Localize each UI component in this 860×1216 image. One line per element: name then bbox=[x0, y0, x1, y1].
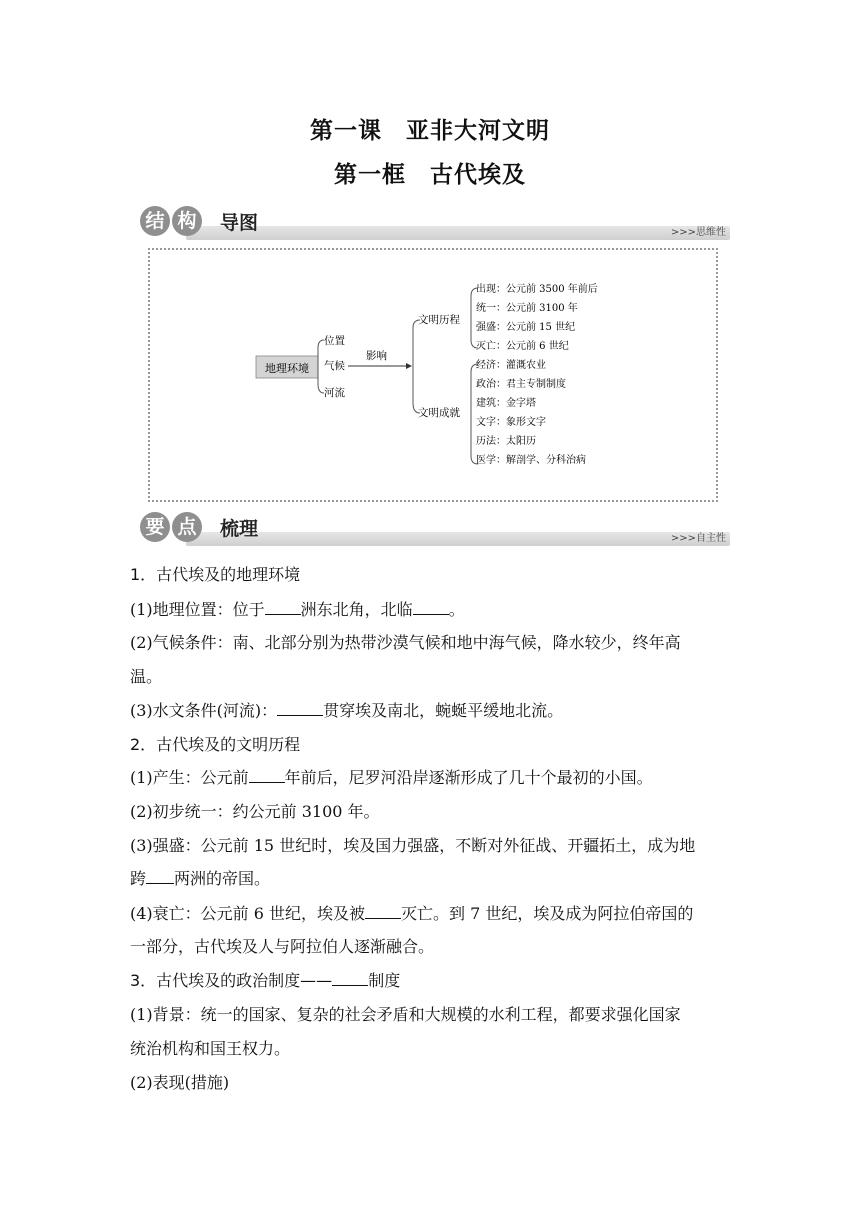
fill-blank bbox=[413, 600, 449, 615]
arrow-label: 影响 bbox=[366, 350, 387, 362]
text-span: 。 bbox=[448, 600, 465, 619]
arrow-head bbox=[406, 363, 412, 369]
heading-history: 2．古代埃及的文明历程 bbox=[130, 735, 301, 754]
history-item: 出现：公元前 3500 年前后 bbox=[476, 284, 598, 295]
factor-label: 位置 bbox=[324, 335, 345, 347]
section-tag: >>>思维性 bbox=[670, 227, 726, 238]
history-item: 强盛：公元前 15 世纪 bbox=[476, 322, 576, 333]
text-span: (3)水文条件(河流)： bbox=[130, 701, 278, 720]
text-span: (1)产生：公元前 bbox=[130, 768, 249, 787]
fill-blank bbox=[277, 701, 323, 716]
frame-title: 第一框 古代埃及 bbox=[334, 162, 526, 188]
paragraph bbox=[130, 901, 730, 924]
section-label: 导图 bbox=[220, 212, 259, 234]
paragraph: (3)强盛：公元前 15 世纪时，埃及国力强盛，不断对外征战、开疆拓土，成为地 bbox=[130, 836, 696, 855]
heading-politics bbox=[130, 968, 730, 991]
paragraph: (1)背景：统一的国家、复杂的社会矛盾和大规模的水利工程，都要求强化国家 bbox=[130, 1005, 681, 1024]
text-span: 3．古代埃及的政治制度—— bbox=[130, 971, 333, 990]
section-label: 梳理 bbox=[220, 518, 259, 540]
header-bar bbox=[186, 226, 730, 240]
text-span: 两洲的帝国。 bbox=[174, 869, 271, 888]
history-bracket bbox=[471, 288, 478, 348]
fill-blank bbox=[265, 600, 301, 615]
badge-char: 要 bbox=[140, 512, 170, 542]
achievement-item: 文字：象形文字 bbox=[476, 417, 546, 428]
header-bar bbox=[186, 532, 730, 546]
paragraph bbox=[130, 866, 730, 889]
badge-char: 构 bbox=[172, 206, 202, 236]
text-span: 年前后，尼罗河沿岸逐渐形成了几十个最初的小国。 bbox=[284, 768, 653, 787]
factor-label: 气候 bbox=[324, 360, 345, 372]
section-badge bbox=[140, 512, 202, 542]
text-span: 跨 bbox=[130, 869, 147, 888]
mindmap-diagram bbox=[148, 248, 718, 502]
heading-geography: 1．古代埃及的地理环境 bbox=[130, 565, 301, 584]
branch-label: 文明成就 bbox=[418, 407, 460, 419]
paragraph: (2)表现(措施) bbox=[130, 1073, 230, 1092]
achievement-item: 政治：君主专制制度 bbox=[476, 379, 566, 390]
key-points-header bbox=[136, 510, 730, 554]
text-span: (4)衰亡：公元前 6 世纪，埃及被 bbox=[130, 904, 366, 923]
fill-blank bbox=[249, 768, 285, 783]
text-span: (1)地理位置：位于 bbox=[130, 600, 265, 619]
achievement-item: 历法：太阳历 bbox=[476, 436, 536, 447]
text-span: 灭亡。到 7 世纪，埃及成为阿拉伯帝国的 bbox=[401, 904, 694, 923]
achievement-item: 医学：解剖学、分科治病 bbox=[476, 455, 586, 466]
paragraph: (2)气候条件：南、北部分别为热带沙漠气候和地中海气候，降水较少，终年高 bbox=[130, 633, 681, 652]
fill-blank bbox=[146, 869, 174, 884]
section-badge bbox=[140, 206, 202, 236]
badge-char: 点 bbox=[172, 512, 202, 542]
achievement-item: 经济：灌溉农业 bbox=[476, 360, 546, 371]
paragraph bbox=[130, 698, 730, 721]
paragraph bbox=[130, 765, 730, 788]
section-tag: >>>自主性 bbox=[670, 533, 726, 544]
branch-bracket bbox=[413, 320, 420, 413]
factor-label: 河流 bbox=[324, 387, 345, 399]
badge-char: 结 bbox=[140, 206, 170, 236]
history-item: 灭亡：公元前 6 世纪 bbox=[476, 341, 569, 352]
paragraph: (2)初步统一：约公元前 3100 年。 bbox=[130, 802, 380, 821]
paragraph: 一部分，古代埃及人与阿拉伯人逐渐融合。 bbox=[130, 937, 435, 956]
text-span: 洲东北角，北临 bbox=[300, 600, 413, 619]
fill-blank bbox=[365, 904, 401, 919]
branch-label: 文明历程 bbox=[418, 314, 460, 326]
text-span: 制度 bbox=[368, 971, 401, 990]
root-label: 地理环境 bbox=[265, 362, 309, 375]
paragraph bbox=[130, 597, 730, 620]
lesson-title: 第一课 亚非大河文明 bbox=[310, 118, 550, 144]
text-span: 贯穿埃及南北，蜿蜒平缓地北流。 bbox=[323, 701, 564, 720]
fill-blank bbox=[332, 971, 368, 986]
paragraph: 温。 bbox=[130, 667, 163, 686]
structure-map-header bbox=[136, 204, 730, 248]
paragraph: 统治机构和国王权力。 bbox=[130, 1039, 291, 1058]
achievement-item: 建筑：金字塔 bbox=[476, 398, 536, 409]
history-item: 统一：公元前 3100 年 bbox=[476, 303, 578, 314]
